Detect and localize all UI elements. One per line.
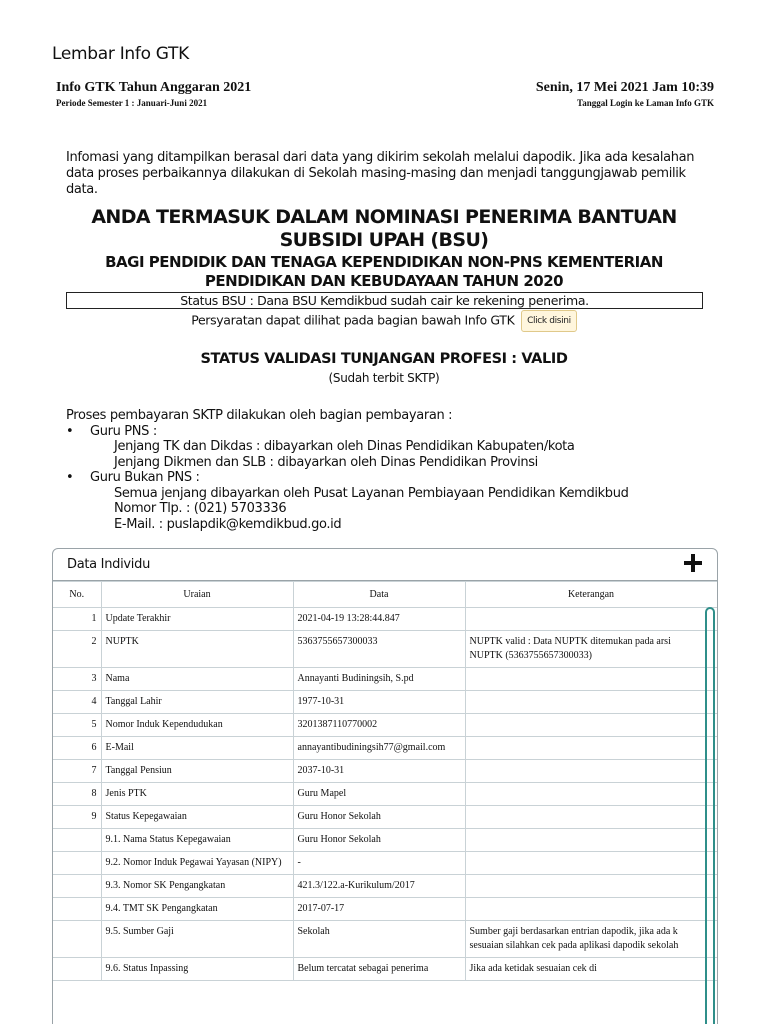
requirements-text: Persyaratan dapat dilihat pada bagian bawah Info GTK	[191, 312, 515, 328]
cell-data: -	[293, 852, 465, 875]
cell-data: 1977-10-31	[293, 691, 465, 714]
cell-data: 2017-07-17	[293, 898, 465, 921]
table-row	[53, 829, 717, 852]
expand-plus-icon[interactable]	[683, 553, 703, 573]
col-header-no: No.	[53, 582, 101, 608]
validation-status-subtitle: (Sudah terbit SKTP)	[328, 371, 440, 385]
pns-label: • Guru PNS :	[66, 424, 706, 440]
data-table	[53, 581, 718, 981]
cell-ket	[465, 608, 717, 631]
table-row	[53, 608, 717, 631]
table-header-row	[53, 582, 717, 608]
cell-data: Annayanti Budiningsih, S.pd	[293, 668, 465, 691]
info-notice: Infomasi yang ditampilkan berasal dari data yang dikirim sekolah melalui dapodik. Jika ada kesalahan data proses perbaikannya dilakukan di Sekolah masing-masing dan menjadi tanggungjawab pemilik data.	[66, 150, 695, 197]
cell-uraian: 9.1. Nama Status Kepegawaian	[101, 829, 293, 852]
cell-no	[53, 898, 101, 921]
cell-no: 5	[53, 714, 101, 737]
cell-no	[53, 958, 101, 981]
cell-data: 421.3/122.a-Kurikulum/2017	[293, 875, 465, 898]
payment-info	[66, 408, 706, 532]
cell-data: Belum tercatat sebagai penerima	[293, 958, 465, 981]
cell-ket: Jika ada ketidak sesuaian cek di	[465, 958, 717, 981]
nonpns-line: Nomor Tlp. : (021) 5703336	[114, 501, 287, 516]
cell-data: 5363755657300033	[293, 631, 465, 668]
validation-status-title: STATUS VALIDASI TUNJANGAN PROFESI : VALID	[200, 351, 568, 367]
table-row	[53, 898, 717, 921]
cell-uraian: 9.5. Sumber Gaji	[101, 921, 293, 958]
table-row	[53, 958, 717, 981]
cell-no: 2	[53, 631, 101, 668]
table-row	[53, 875, 717, 898]
cell-ket	[465, 875, 717, 898]
cell-no: 4	[53, 691, 101, 714]
nonpns-label: • Guru Bukan PNS :	[66, 470, 706, 486]
cell-no: 6	[53, 737, 101, 760]
cell-uraian: NUPTK	[101, 631, 293, 668]
table-row	[53, 714, 717, 737]
data-individu-card	[52, 548, 718, 1024]
click-here-button[interactable]: Click disini	[521, 310, 577, 332]
table-row	[53, 668, 717, 691]
cell-ket	[465, 783, 717, 806]
cell-data: 2021-04-19 13:28:44.847	[293, 608, 465, 631]
cell-uraian: Tanggal Pensiun	[101, 760, 293, 783]
cell-uraian: Jenis PTK	[101, 783, 293, 806]
cell-ket	[465, 760, 717, 783]
cell-uraian: Tanggal Lahir	[101, 691, 293, 714]
pns-line: Jenjang TK dan Dikdas : dibayarkan oleh Dinas Pendidikan Kabupaten/kota	[114, 439, 575, 454]
cell-data: Guru Honor Sekolah	[293, 829, 465, 852]
budget-year-title: Info GTK Tahun Anggaran 2021	[56, 80, 252, 95]
cell-uraian: Update Terakhir	[101, 608, 293, 631]
card-header	[53, 549, 717, 581]
cell-uraian: 9.2. Nomor Induk Pegawai Yayasan (NIPY)	[101, 852, 293, 875]
col-header-uraian: Uraian	[101, 582, 293, 608]
cell-ket: NUPTK valid : Data NUPTK ditemukan pada arsi NUPTK (5363755657300033)	[465, 631, 717, 668]
table-row	[53, 921, 717, 958]
table-row	[53, 691, 717, 714]
period-label: Periode Semester 1 : Januari-Juni 2021	[56, 98, 208, 108]
cell-uraian: E-Mail	[101, 737, 293, 760]
cell-ket	[465, 829, 717, 852]
table-row	[53, 783, 717, 806]
payment-intro: Proses pembayaran SKTP dilakukan oleh bagian pembayaran :	[66, 408, 453, 423]
table-row	[53, 737, 717, 760]
table-row	[53, 852, 717, 875]
cell-no	[53, 829, 101, 852]
card-title: Data Individu	[67, 557, 151, 572]
cell-ket	[465, 806, 717, 829]
pns-line: Jenjang Dikmen dan SLB : dibayarkan oleh Dinas Pendidikan Provinsi	[114, 454, 538, 470]
cell-ket	[465, 691, 717, 714]
cell-no	[53, 875, 101, 898]
bsu-status-box: Status BSU : Dana BSU Kemdikbud sudah cair ke rekening penerima.	[66, 292, 703, 309]
header-left	[56, 80, 251, 108]
nonpns-line: Semua jenjang dibayarkan oleh Pusat Layanan Pembiayaan Pendidikan Kemdikbud	[114, 485, 629, 501]
table-row	[53, 760, 717, 783]
cell-no: 7	[53, 760, 101, 783]
table-row	[53, 806, 717, 829]
table-scrollbar[interactable]	[705, 607, 715, 1024]
cell-data: Guru Mapel	[293, 783, 465, 806]
cell-no	[53, 852, 101, 875]
cell-ket	[465, 668, 717, 691]
cell-data: Sekolah	[293, 921, 465, 958]
cell-data: Guru Honor Sekolah	[293, 806, 465, 829]
header-right	[536, 80, 714, 108]
table-row	[53, 631, 717, 668]
login-datetime: Senin, 17 Mei 2021 Jam 10:39	[535, 80, 714, 95]
cell-ket	[465, 737, 717, 760]
cell-uraian: 9.6. Status Inpassing	[101, 958, 293, 981]
cell-data: 2037-10-31	[293, 760, 465, 783]
cell-no: 1	[53, 608, 101, 631]
login-date-label: Tanggal Login ke Laman Info GTK	[577, 98, 714, 108]
cell-ket	[465, 852, 717, 875]
cell-no	[53, 921, 101, 958]
bsu-subtitle: BAGI PENDIDIK DAN TENAGA KEPENDIDIKAN NON-PNS KEMENTERIAN PENDIDIKAN DAN KEBUDAYAAN TAHUN 2020	[105, 253, 663, 290]
page-heading: Lembar Info GTK	[52, 44, 189, 64]
cell-uraian: 9.3. Nomor SK Pengangkatan	[101, 875, 293, 898]
cell-ket	[465, 898, 717, 921]
cell-uraian: Nomor Induk Kependudukan	[101, 714, 293, 737]
cell-data: annayantibudiningsih77@gmail.com	[293, 737, 465, 760]
cell-uraian: Nama	[101, 668, 293, 691]
cell-uraian: Status Kepegawaian	[101, 806, 293, 829]
cell-ket: Sumber gaji berdasarkan entrian dapodik, jika ada k sesuaian silahkan cek pada aplikasi dapodik sekolah	[465, 921, 717, 958]
cell-uraian: 9.4. TMT SK Pengangkatan	[101, 898, 293, 921]
requirements-line	[60, 310, 708, 332]
bsu-title: ANDA TERMASUK DALAM NOMINASI PENERIMA BANTUAN SUBSIDI UPAH (BSU)	[91, 206, 677, 251]
cell-data: 3201387110770002	[293, 714, 465, 737]
col-header-data: Data	[293, 582, 465, 608]
cell-ket	[465, 714, 717, 737]
cell-no: 3	[53, 668, 101, 691]
cell-no: 8	[53, 783, 101, 806]
nonpns-line: E-Mail. : puslapdik@kemdikbud.go.id	[114, 516, 342, 532]
cell-no: 9	[53, 806, 101, 829]
col-header-keterangan: Keterangan	[465, 582, 717, 608]
